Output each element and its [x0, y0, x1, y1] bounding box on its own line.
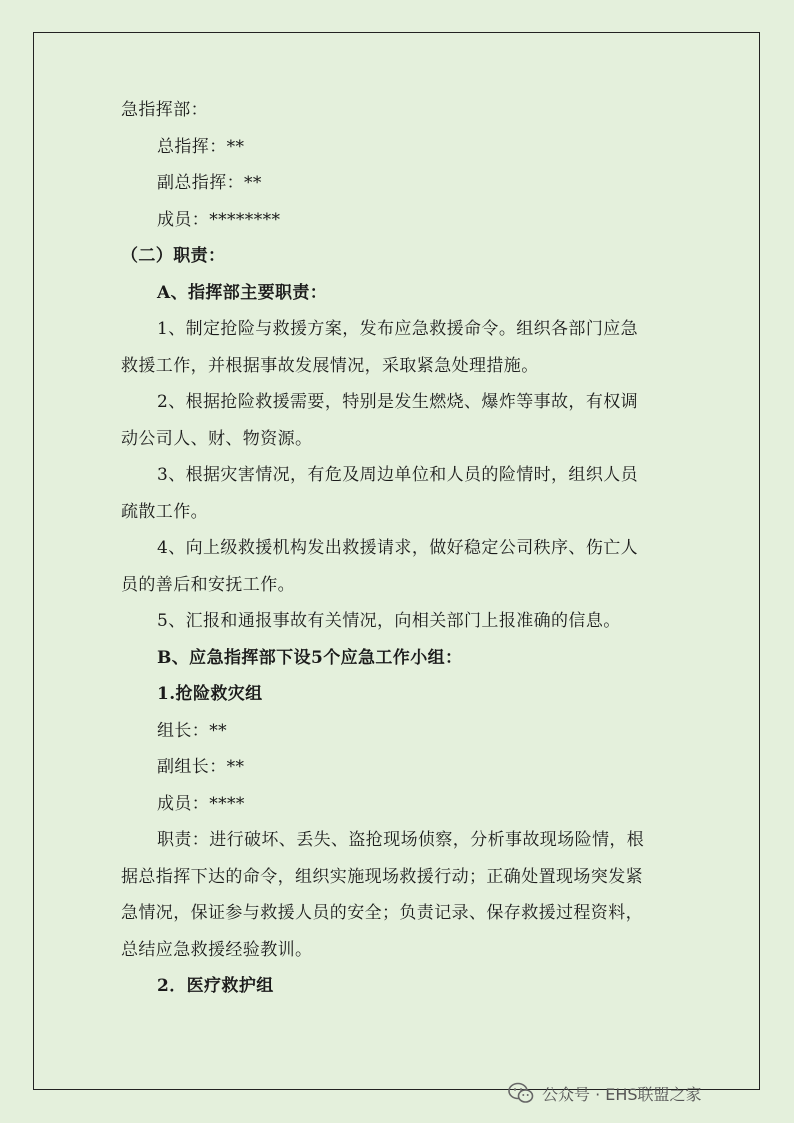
text-line: 救援工作，并根据事故发展情况，采取紧急处理措施。	[121, 355, 539, 376]
text-line: 1.抢险救灾组	[157, 684, 263, 704]
text-line: 员的善后和安抚工作。	[121, 574, 295, 595]
text-line: 疏散工作。	[121, 501, 208, 522]
text-line: 4、向上级救援机构发出救援请求，做好稳定公司秩序、伤亡人	[157, 538, 639, 558]
text-line: 总指挥：**	[157, 136, 245, 157]
text-line: 组长：**	[157, 720, 227, 741]
text-line: 总结应急救援经验教训。	[121, 939, 313, 960]
text-line: 职责：进行破坏、丢失、盗抢现场侦察，分析事故现场险情，根	[157, 830, 645, 850]
text-line: A、指挥部主要职责：	[157, 282, 328, 303]
footer-text: 公众号 · EHS联盟之家	[542, 1084, 702, 1104]
text-line: 3、根据灾害情况，有危及周边单位和人员的险情时，组织人员	[157, 465, 639, 485]
text-line: 副组长：**	[157, 757, 245, 777]
text-line: 副总指挥：**	[157, 173, 262, 193]
wechat-icon	[508, 1082, 534, 1104]
text-line: 1、制定抢险与救援方案，发布应急救援命令。组织各部门应急	[157, 319, 639, 339]
text-line: 动公司人、财、物资源。	[121, 428, 313, 449]
text-line: 2、根据抢险救援需要，特别是发生燃烧、爆炸等事故，有权调	[157, 392, 639, 412]
text-line: 2．医疗救护组	[157, 976, 274, 996]
text-line: 成员：****	[157, 793, 245, 814]
text-line: 据总指挥下达的命令，组织实施现场救援行动；正确处置现场突发紧	[121, 866, 643, 887]
text-line: 急指挥部：	[121, 100, 208, 120]
footer-watermark	[508, 1080, 702, 1106]
text-line: 急情况，保证参与救援人员的安全；负责记录、保存救援过程资料，	[121, 903, 643, 923]
text-line: （二）职责：	[121, 246, 226, 266]
text-line: 5、汇报和通报事故有关情况，向相关部门上报准确的信息。	[157, 611, 621, 631]
document-body	[121, 92, 681, 1005]
text-line: B、应急指挥部下设5个应急工作小组：	[157, 647, 463, 668]
text-line: 成员：********	[157, 209, 281, 230]
